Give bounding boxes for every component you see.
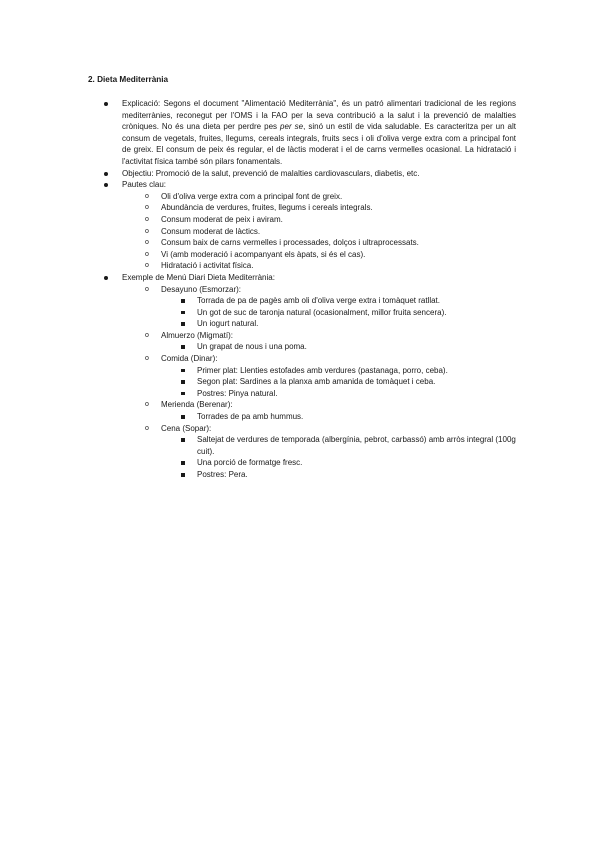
meal-name: Almuerzo (Migmatí):: [161, 330, 234, 340]
square-bullet-icon: [181, 369, 185, 373]
circle-bullet-icon: o: [145, 424, 149, 432]
explicacio-italic: per se: [280, 122, 304, 132]
meal-comida: [145, 353, 516, 399]
square-bullet-icon: [181, 392, 185, 396]
meal-items: [181, 411, 516, 423]
square-bullet-icon: [181, 345, 185, 349]
square-bullet-icon: [181, 438, 185, 442]
circle-bullet-icon: o: [145, 192, 149, 200]
meal-items: [181, 434, 516, 480]
bullet-icon: [104, 172, 108, 176]
explicacio-paragraph: [122, 98, 516, 168]
list-item: [145, 214, 516, 226]
meal-item-text: Saltejat de verdures de temporada (albergínia, pebrot, carbassó) amb arròs integral (100g cuit).: [197, 435, 516, 456]
list-item: [145, 226, 516, 238]
pauta-text: Vi (amb moderació i acompanyant els àpats, si és el cas).: [161, 249, 366, 259]
meal-almuerzo: [145, 330, 516, 353]
circle-bullet-icon: o: [145, 215, 149, 223]
meal-item-text: Postres: Pinya natural.: [197, 388, 278, 398]
meal-item-text: Un grapat de nous i una poma.: [197, 342, 307, 352]
objectiu-text: Promoció de la salut, prevenció de malalties cardiovasculars, diabetis, etc.: [153, 168, 420, 178]
list-item: [145, 260, 516, 272]
meal-name: Comida (Dinar):: [161, 354, 218, 364]
square-bullet-icon: [181, 311, 185, 315]
bullet-icon: [104, 183, 108, 187]
circle-bullet-icon: o: [145, 285, 149, 293]
square-bullet-icon: [181, 415, 185, 419]
circle-bullet-icon: o: [145, 355, 149, 363]
list-item: [181, 365, 516, 377]
meal-name: Cena (Sopar):: [161, 423, 212, 433]
pautes-item: [104, 179, 516, 272]
list-item: [181, 376, 516, 388]
main-list: [104, 98, 516, 481]
pauta-text: Consum baix de carns vermelles i processades, dolços i ultraprocessats.: [161, 238, 419, 248]
menu-item: [104, 272, 516, 481]
list-item: [181, 318, 516, 330]
meal-name: Desayuno (Esmorzar):: [161, 284, 242, 294]
pauta-text: Abundància de verdures, fruites, llegums i cereals integrals.: [161, 203, 373, 213]
list-item: [181, 411, 516, 423]
circle-bullet-icon: o: [145, 262, 149, 270]
square-bullet-icon: [181, 380, 185, 384]
meal-item-text: Un got de suc de taronja natural (ocasionalment, millor fruita sencera).: [197, 307, 447, 317]
meal-items: [181, 341, 516, 353]
meal-item-text: Segon plat: Sardines a la planxa amb amanida de tomàquet i ceba.: [197, 377, 436, 387]
list-item: [181, 307, 516, 319]
objectiu-label: Objectiu:: [122, 168, 154, 178]
pauta-text: Hidratació i activitat física.: [161, 261, 254, 271]
meal-name: Merienda (Berenar):: [161, 400, 233, 410]
objectiu-item: [104, 168, 516, 180]
list-item: [145, 249, 516, 261]
list-item: [181, 388, 516, 400]
circle-bullet-icon: o: [145, 331, 149, 339]
meal-item-text: Torrades de pa amb hummus.: [197, 412, 304, 422]
pauta-text: Consum moderat de làctics.: [161, 226, 261, 236]
meal-desayuno: [145, 284, 516, 330]
list-item: [145, 191, 516, 203]
pauta-text: Oli d'oliva verge extra com a principal font de greix.: [161, 191, 343, 201]
meal-item-text: Primer plat: Llenties estofades amb verdures (pastanaga, porro, ceba).: [197, 365, 448, 375]
meal-item-text: Un iogurt natural.: [197, 319, 259, 329]
square-bullet-icon: [181, 299, 185, 303]
explicacio-text-2: , sinó un estil de vida saludable. Es caracteritza per un alt consum de vegetals, fruites, llegums, cereals integrals, fruits secs i oli d'oliva verge extra com a principal font de greix. El consum de peix és regular, el de làctis moderat i el de carns vermelles ocasional. La hidratació i l'activitat física també són pilars fonamentals.: [122, 122, 516, 166]
circle-bullet-icon: o: [145, 401, 149, 409]
meal-merienda: [145, 399, 516, 422]
square-bullet-icon: [181, 473, 185, 477]
explicacio-label: Explicació:: [122, 99, 161, 108]
list-item: [145, 202, 516, 214]
circle-bullet-icon: o: [145, 239, 149, 247]
pautes-label: Pautes clau:: [122, 180, 167, 190]
circle-bullet-icon: o: [145, 204, 149, 212]
menu-label: Exemple de Menú Diari Dieta Mediterrània:: [122, 272, 275, 282]
explicacio-text-1: Segons el document "Alimentació Mediterrània", és un patró alimentari tradicional de les regions mediterrànies, reconegut per l'OMS i la FAO per la seva contribució a la salut i la prevenció de malalties cròniques. No és una dieta per perdre pes: [122, 99, 516, 132]
pauta-text: Consum moderat de peix i aviram.: [161, 214, 283, 224]
list-item: [181, 434, 516, 457]
meal-items: [181, 295, 516, 330]
meals-list: [145, 284, 516, 481]
list-item: [181, 341, 516, 353]
list-item: [181, 295, 516, 307]
circle-bullet-icon: o: [145, 250, 149, 258]
section-heading: 2. Dieta Mediterrània: [88, 75, 169, 84]
explicacio-item: [104, 98, 516, 168]
list-item: [181, 457, 516, 469]
square-bullet-icon: [181, 461, 185, 465]
meal-item-text: Postres: Pera.: [197, 470, 248, 479]
meal-item-text: Torrada de pa de pagès amb oli d'oliva verge extra i tomàquet ratllat.: [197, 296, 440, 306]
bullet-icon: [104, 102, 108, 106]
list-item: [181, 469, 516, 481]
pautes-list: [145, 191, 516, 272]
bullet-icon: [104, 276, 108, 280]
circle-bullet-icon: o: [145, 227, 149, 235]
square-bullet-icon: [181, 322, 185, 326]
meal-items: [181, 365, 516, 400]
meal-cena: [145, 423, 516, 481]
meal-item-text: Una porció de formatge fresc.: [197, 458, 303, 468]
list-item: [145, 237, 516, 249]
